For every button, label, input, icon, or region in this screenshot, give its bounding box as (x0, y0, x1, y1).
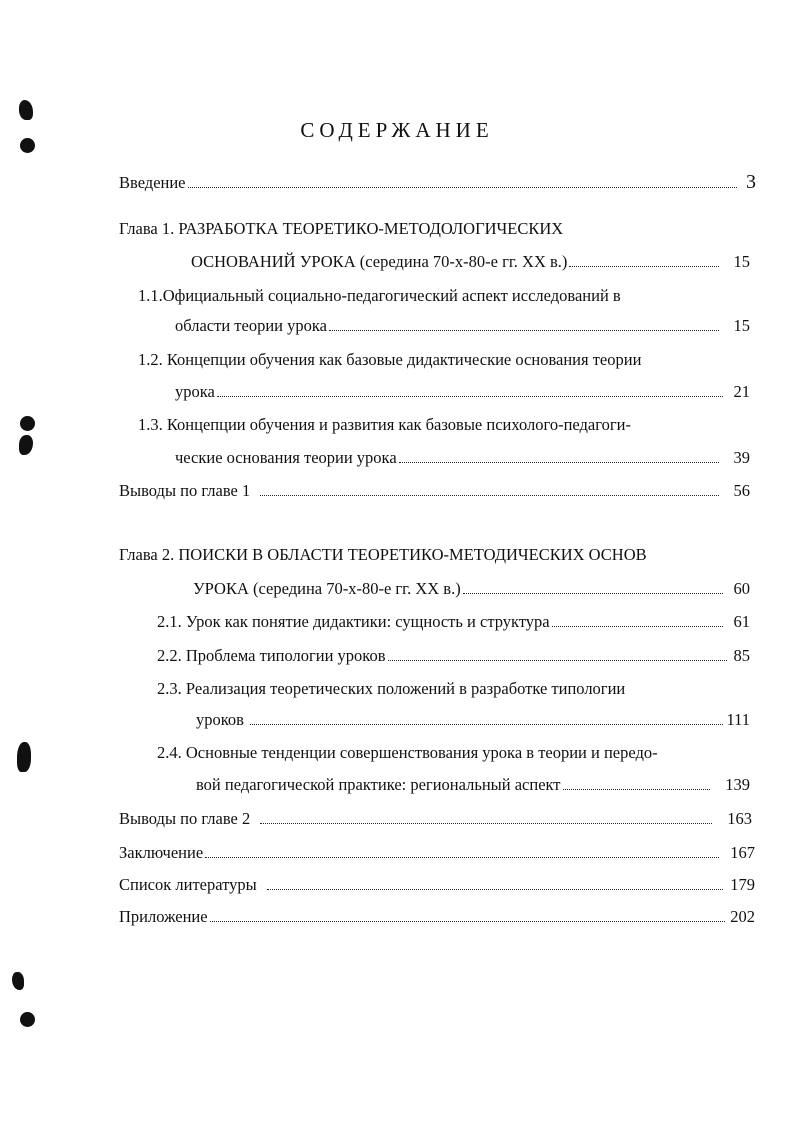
dot-leader (563, 789, 711, 790)
section-2-3-cont: уроков 111 (196, 710, 750, 729)
toc-entry-bibliography: Список литературы 179 (119, 875, 755, 894)
toc-page-number: 60 (733, 579, 750, 598)
section-1-3-cont: ческие основания теории урока 39 (175, 448, 750, 467)
dot-leader (217, 396, 723, 397)
section-2-4: 2.4. Основные тенденции совершенствования урока в теории и передо- (157, 743, 658, 762)
toc-page-number: 179 (730, 875, 755, 894)
toc-page-number: 15 (733, 316, 750, 335)
dot-leader (388, 660, 727, 661)
toc-page-number: 15 (733, 252, 750, 271)
chapter2-heading-cont: УРОКА (середина 70-х-80-е гг. XX в.) 60 (193, 579, 750, 598)
binder-clip-mark (19, 435, 33, 455)
section-1-3: 1.3. Концепции обучения и развития как базовые психолого-педагоги- (138, 415, 631, 434)
section-2-4-cont: вой педагогической практике: региональный аспект 139 (196, 775, 750, 794)
binder-hole (20, 1012, 35, 1027)
toc-page-number: 85 (733, 646, 750, 665)
chapter2-heading: Глава 2. ПОИСКИ В ОБЛАСТИ ТЕОРЕТИКО-МЕТОДИЧЕСКИХ ОСНОВ (119, 545, 647, 564)
toc-entry-text: Введение (119, 173, 186, 192)
binder-hole (20, 416, 35, 431)
toc-page-number: 21 (733, 382, 750, 401)
page-title: СОДЕРЖАНИЕ (300, 118, 494, 142)
dot-leader (260, 823, 712, 824)
toc-page-number: 139 (725, 775, 750, 794)
dot-leader (463, 593, 723, 594)
section-2-2: 2.2. Проблема типологии уроков 85 (157, 646, 750, 665)
dot-leader (205, 857, 719, 858)
toc-page-number: 111 (726, 710, 750, 729)
chapter1-heading: Глава 1. РАЗРАБОТКА ТЕОРЕТИКО-МЕТОДОЛОГИЧЕСКИХ (119, 219, 564, 238)
toc-entry-intro (119, 172, 756, 193)
toc-entry-conclusion: Заключение 167 (119, 843, 755, 862)
section-1-1-cont: области теории урока 15 (175, 316, 750, 335)
dot-leader (267, 889, 724, 890)
section-1-1: 1.1.Официальный социально-педагогический аспект исследований в (138, 286, 621, 305)
toc-page-number: 3 (746, 171, 756, 193)
dot-leader (399, 462, 719, 463)
dot-leader (188, 187, 737, 188)
toc-entry-appendix: Приложение 202 (119, 907, 755, 926)
toc-page-number: 167 (730, 843, 755, 862)
dot-leader (552, 626, 723, 627)
dot-leader (250, 724, 723, 725)
dot-leader (260, 495, 718, 496)
toc-page-number: 163 (727, 809, 752, 828)
chapter2-conclusion: Выводы по главе 2 163 (119, 809, 752, 828)
toc-page-number: 39 (733, 448, 750, 467)
chapter1-conclusion: Выводы по главе 1 56 (119, 481, 750, 500)
chapter1-heading-cont: ОСНОВАНИЙ УРОКА (середина 70-х-80-е гг. XX в.) 15 (191, 252, 750, 271)
dot-leader (569, 266, 718, 267)
dot-leader (210, 921, 726, 922)
dot-leader (329, 330, 719, 331)
binder-clip-mark (12, 972, 24, 990)
toc-page-number: 202 (730, 907, 755, 926)
binder-clip-mark (17, 742, 31, 772)
binder-clip-mark (19, 100, 33, 120)
section-1-2: 1.2. Концепции обучения как базовые дидактические основания теории (138, 350, 642, 369)
toc-page-number: 56 (733, 481, 750, 500)
section-2-1: 2.1. Урок как понятие дидактики: сущность и структура 61 (157, 612, 750, 631)
toc-page-number: 61 (733, 612, 750, 631)
section-2-3: 2.3. Реализация теоретических положений в разработке типологии (157, 679, 626, 698)
section-1-2-cont: урока 21 (175, 382, 750, 401)
